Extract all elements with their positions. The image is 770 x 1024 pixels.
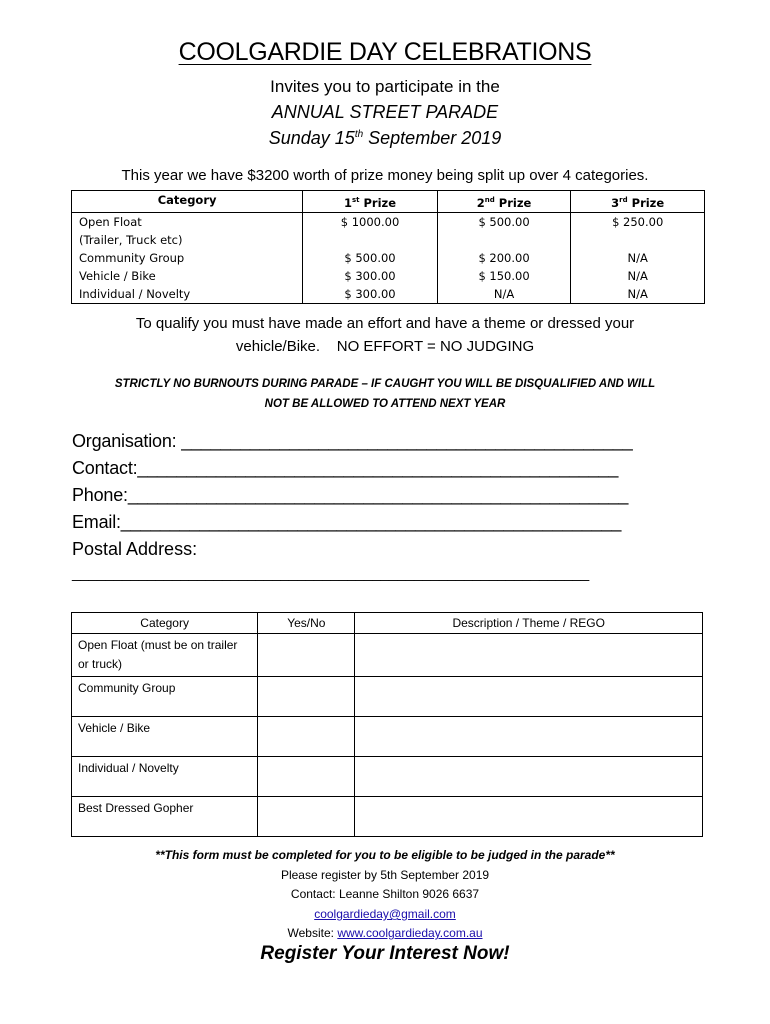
burnout-warning [0, 374, 770, 414]
prize-category: Open Float [72, 212, 303, 231]
header-second-prize: 2nd Prize [437, 191, 571, 213]
third-prize: N/A [571, 267, 705, 285]
entry-category: Best Dressed Gopher [72, 797, 258, 837]
warning-line-2: NOT BE ALLOWED TO ATTEND NEXT YEAR [264, 398, 506, 410]
entry-header-yes-no: Yes/No [258, 613, 355, 634]
table-row [72, 757, 703, 797]
entry-description-cell[interactable] [355, 717, 703, 757]
website-label: Website: [287, 926, 338, 940]
table-row [72, 797, 703, 837]
table-row [72, 212, 705, 231]
entry-category: Vehicle / Bike [72, 717, 258, 757]
postal-address-field[interactable]: ______________________________________________________________ [72, 565, 590, 582]
entry-table [71, 612, 703, 837]
contact-info: Contact: Leanne Shilton 9026 6637 [290, 887, 480, 901]
entry-header-description: Description / Theme / REGO [355, 613, 703, 634]
website-row [0, 926, 770, 940]
first-prize: $ 500.00 [303, 249, 438, 267]
prize-table [71, 190, 705, 304]
second-prize: $ 150.00 [437, 267, 571, 285]
table-row [72, 634, 703, 677]
second-prize: $ 200.00 [437, 249, 571, 267]
entry-table-header [72, 613, 703, 634]
entry-yes-no-cell[interactable] [258, 677, 355, 717]
second-prize [437, 231, 571, 249]
table-row [72, 231, 705, 249]
prize-category: Individual / Novelty [72, 285, 303, 304]
entry-description-cell[interactable] [355, 797, 703, 837]
contact-field[interactable]: Contact:_________________________________________________ [72, 458, 619, 478]
website-link[interactable]: www.coolgardieday.com.au [337, 926, 483, 940]
first-prize: $ 1000.00 [303, 212, 438, 231]
third-prize: $ 250.00 [571, 212, 705, 231]
entry-description-cell[interactable] [355, 757, 703, 797]
table-row [72, 249, 705, 267]
entry-yes-no-cell[interactable] [258, 797, 355, 837]
email-link-row [0, 907, 770, 921]
register-cta: Register Your Interest Now! [260, 943, 510, 964]
second-prize: $ 500.00 [437, 212, 571, 231]
email-field[interactable]: Email:___________________________________________________ [72, 512, 622, 532]
first-prize: $ 300.00 [303, 285, 438, 304]
entry-yes-no-cell[interactable] [258, 717, 355, 757]
qualify-line-1: To qualify you must have made an effort and have a theme or dressed your [135, 315, 635, 332]
second-prize: N/A [437, 285, 571, 304]
third-prize: N/A [571, 249, 705, 267]
entry-description-cell[interactable] [355, 634, 703, 677]
first-prize: $ 300.00 [303, 267, 438, 285]
register-by: Please register by 5th September 2019 [280, 868, 490, 882]
page-title: COOLGARDIE DAY CELEBRATIONS [178, 38, 592, 66]
entry-header-category: Category [72, 613, 258, 634]
table-row [72, 677, 703, 717]
third-prize [571, 231, 705, 249]
entry-category: Community Group [72, 677, 258, 717]
third-prize: N/A [571, 285, 705, 304]
table-row [72, 717, 703, 757]
qualify-line-2: vehicle/Bike. NO EFFORT = NO JUDGING [235, 338, 535, 355]
email-link[interactable]: coolgardieday@gmail.com [314, 907, 456, 921]
table-row [72, 285, 705, 304]
prize-intro: This year we have $3200 worth of prize money being split up over 4 categories. [121, 167, 649, 184]
entry-yes-no-cell[interactable] [258, 634, 355, 677]
event-date: Sunday 15th September 2019 [268, 128, 502, 148]
subtitle: Invites you to participate in the [270, 77, 500, 96]
organisation-field[interactable]: Organisation: ______________________________________________ [72, 431, 633, 451]
header-first-prize: 1st Prize [303, 191, 438, 213]
entry-category: Open Float (must be on trailer or truck) [72, 634, 258, 677]
first-prize [303, 231, 438, 249]
prize-category: (Trailer, Truck etc) [72, 231, 303, 249]
prize-table-header [72, 191, 705, 213]
entry-description-cell[interactable] [355, 677, 703, 717]
header-category: Category [72, 191, 303, 213]
phone-field[interactable]: Phone:___________________________________________________ [72, 485, 629, 505]
eligibility-note: **This form must be completed for you to be eligible to be judged in the parade** [155, 848, 615, 862]
postal-address-label: Postal Address: [72, 539, 198, 559]
warning-line-1: STRICTLY NO BURNOUTS DURING PARADE – IF CAUGHT YOU WILL BE DISQUALIFIED AND WILL [114, 378, 656, 390]
header-third-prize: 3rd Prize [571, 191, 705, 213]
table-row [72, 267, 705, 285]
prize-category: Community Group [72, 249, 303, 267]
entry-yes-no-cell[interactable] [258, 757, 355, 797]
prize-category: Vehicle / Bike [72, 267, 303, 285]
event-name: ANNUAL STREET PARADE [271, 102, 499, 122]
entry-category: Individual / Novelty [72, 757, 258, 797]
qualify-text [0, 312, 770, 358]
